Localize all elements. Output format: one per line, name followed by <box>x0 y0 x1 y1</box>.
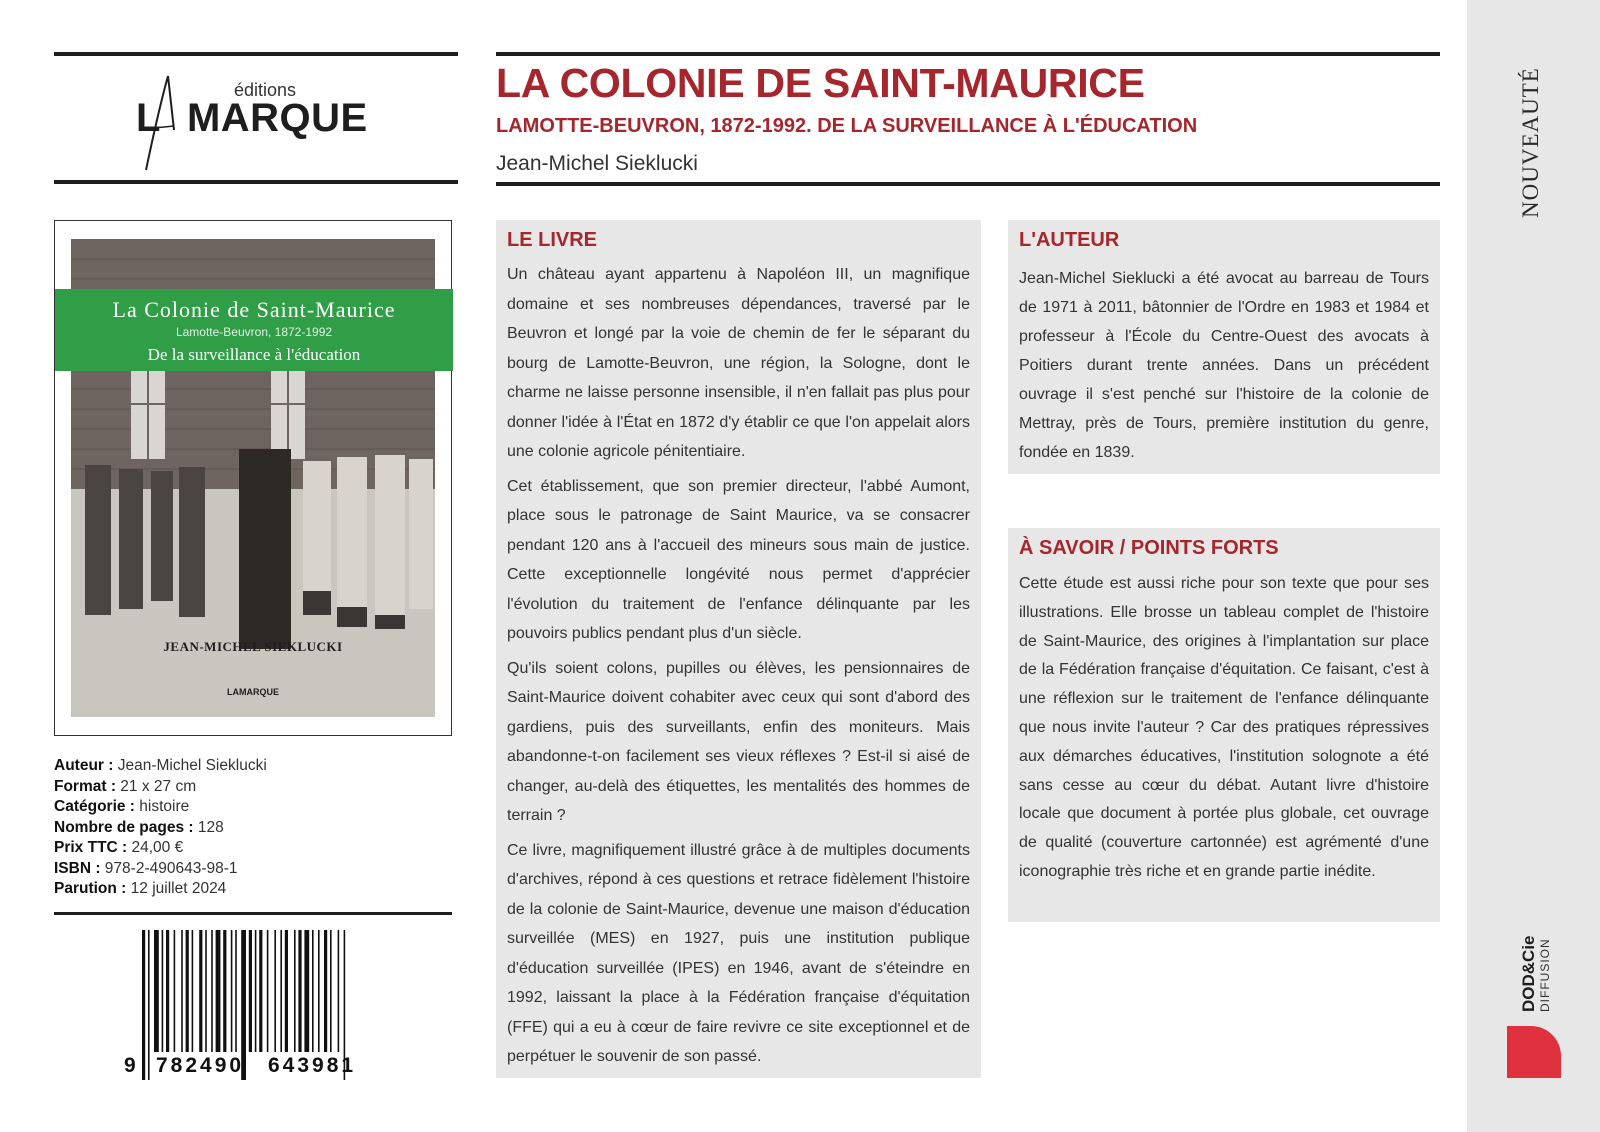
barcode-bar <box>255 930 257 1052</box>
barcode-bar <box>186 930 189 1052</box>
barcode-bar <box>162 930 164 1052</box>
specs-bottom-rule <box>54 912 452 915</box>
cover-publisher-logo: LAMARQUE <box>227 687 279 697</box>
distributor-sub: DIFFUSION <box>1538 938 1552 1012</box>
logo-editions-text: éditions <box>234 80 297 100</box>
barcode-bar <box>294 930 296 1052</box>
barcode-bar <box>259 930 262 1052</box>
barcode-bar <box>285 930 288 1052</box>
livre-paragraph-4: Ce livre, magnifiquement illustré grâce à de multiples documents d'archives, répond à ces questions et retrace fidèlement l'histoire de la colonie de Saint-Maurice, devenue une maison d'éducation surveillée (MES) en 1927, puis une institution publique d'éducation surveillée (IPES) en 1946, avant de s'éteindre en 1992, laissant la place à la Fédération française d'équitation (FFE) qui a eu à cœur de faire revivre ce site exceptionnel et de perpétuer le souvenir de son passé. <box>507 841 970 1065</box>
section-heading-auteur: L'AUTEUR <box>1019 229 1120 251</box>
logo-bottom-rule <box>54 180 458 184</box>
barcode-bar <box>199 930 202 1052</box>
cover-title: La Colonie de Saint-Maurice <box>112 297 396 322</box>
barcode-bar <box>211 930 213 1052</box>
barcode-bar <box>231 930 233 1052</box>
publisher-logo <box>54 56 458 180</box>
barcode-bar <box>280 930 282 1052</box>
barcode-bar <box>148 930 150 1080</box>
page-author: Jean-Michel Sieklucki <box>496 152 698 175</box>
spec-price: Prix TTC : 24,00 € <box>54 839 184 856</box>
barcode-bar <box>324 930 327 1052</box>
barcode-digits-left: 782490 <box>156 1054 245 1077</box>
barcode-bar <box>330 930 332 1052</box>
barcode-bar <box>192 930 194 1052</box>
header-top-rule <box>496 52 1440 56</box>
section-a-savoir <box>1008 528 1440 922</box>
barcode-bar <box>249 930 252 1052</box>
barcode-bar <box>216 930 221 1052</box>
livre-paragraph-3: Qu'ils soient colons, pupilles ou élèves, les pensionnaires de Saint-Maurice doivent cohabiter avec ceux qui sont d'abord des gardiens, puis des surveillants, enfin des moniteurs. Mais abandonne-t-on facilement ses vieux réflexes ? Est-il si aisé de changer, au-delà des étiquettes, les mentalités des hommes de terrain ? <box>507 659 970 824</box>
barcode-bar <box>267 930 269 1052</box>
barcode-bar <box>154 930 159 1052</box>
spec-author: Auteur : Jean-Michel Sieklucki <box>54 757 267 774</box>
page-title: LA COLONIE DE SAINT-MAURICE <box>496 60 1145 106</box>
barcode-bar <box>205 930 207 1052</box>
spec-format: Format : 21 x 27 cm <box>54 777 197 795</box>
cover-tagline: De la surveillance à l'éducation <box>147 345 361 364</box>
cover-title-band <box>55 289 453 371</box>
nouveaute-label: NOUVEAUTÉ <box>1518 67 1543 218</box>
logo-letter-l: L <box>136 96 161 140</box>
cover-author: JEAN-MICHEL SIEKLUCKI <box>163 639 343 654</box>
livre-paragraph-1: Un château ayant appartenu à Napoléon III, un magnifique domaine et ses nombreuses dépendances, traversé par le Beuvron et longé par la voie de chemin de fer le séparant du bourg de Lamotte-Beuvron, une région, la Sologne, dont le charme ne laisse personne insensible, il n'en fallait pas plus pour donner l'idée à l'État en 1872 d'y établir ce que l'on appelait alors une colonie agricole pénitentiaire. <box>507 266 970 460</box>
book-specs <box>54 756 452 900</box>
auteur-text: Jean-Michel Sieklucki a été avocat au barreau de Tours de 1971 à 2011, bâtonnier de l'Ordre en 1983 et 1984 et professeur à l'École du Centre-Ouest des avocats à Poitiers durant trente années. Dans un précédent ouvrage il s'est penché sur l'histoire de la colonie de Mettray, près de Tours, première institution du genre, fondée en 1839. <box>1019 270 1429 461</box>
barcode-bar <box>274 930 276 1052</box>
spec-pages: Nombre de pages : 128 <box>54 818 224 836</box>
barcode-bar <box>174 930 176 1052</box>
barcode-digit-lead: 9 <box>124 1054 139 1077</box>
barcode-bar <box>338 930 340 1052</box>
barcode-bar <box>298 930 301 1052</box>
spec-category: Catégorie : histoire <box>54 798 190 815</box>
spec-release: Parution : 12 juillet 2024 <box>54 880 227 897</box>
book-cover <box>54 220 452 736</box>
section-heading-livre: LE LIVRE <box>507 229 598 251</box>
barcode-bar <box>312 930 314 1052</box>
spec-isbn: ISBN : 978-2-490643-98-1 <box>54 859 238 877</box>
distributor-logo <box>1520 935 1552 1012</box>
savoir-text: Cette étude est aussi riche pour son texte que pour ses illustrations. Elle brosse un tableau complet de l'histoire de Saint-Maurice, des origines à l'implantation sur place de la Fédération française d'équitation. Ce faisant, c'est à une réflexion sur le traitement de l'enfance délinquante que nous invite l'auteur ? Car des pratiques répressives aux démarches éducatives, l'institution solognote a été sans cesse au cœur du débat. Autant livre d'histoire locale que document à portée plus globale, cet ouvrage de qualité (couverture cartonnée) est agrémenté d'une iconographie très riche et en grande partie inédite. <box>1019 575 1429 880</box>
barcode-bar <box>304 930 309 1052</box>
barcode-bar <box>181 930 183 1052</box>
barcode-bar <box>223 930 226 1052</box>
logo-word-marque: MARQUE <box>186 96 368 140</box>
header-bottom-rule <box>496 182 1440 186</box>
barcode-bar <box>235 930 237 1052</box>
isbn-barcode <box>118 930 398 1080</box>
section-heading-savoir: À SAVOIR / POINTS FORTS <box>1019 537 1279 559</box>
livre-paragraph-2: Cet établissement, que son premier directeur, l'abbé Aumont, place sous le patronage de Saint Maurice, va se consacrer pendant 120 ans à l'accueil des mineurs sous main de justice. Cette exceptionnelle longévité nous permet d'apprécier l'évolution du traitement de l'enfance délinquante par les pouvoirs publics pendant plus d'un siècle. <box>507 477 970 642</box>
barcode-bar <box>166 930 169 1052</box>
logo-a-stroke-icon <box>140 72 180 172</box>
barcode-bar <box>318 930 320 1052</box>
page-subtitle: LAMOTTE-BEUVRON, 1872-1992. DE LA SURVEILLANCE À L'ÉDUCATION <box>496 115 1198 137</box>
distributor-mark-icon <box>1507 1026 1561 1078</box>
barcode-digits-right: 643981 <box>268 1054 357 1077</box>
distributor-name: DOD&Cie <box>1519 935 1538 1012</box>
section-l-auteur <box>1008 220 1440 474</box>
cover-subtitle: Lamotte-Beuvron, 1872-1992 <box>175 325 333 339</box>
section-le-livre <box>496 220 981 1078</box>
barcode-bar <box>142 930 145 1080</box>
